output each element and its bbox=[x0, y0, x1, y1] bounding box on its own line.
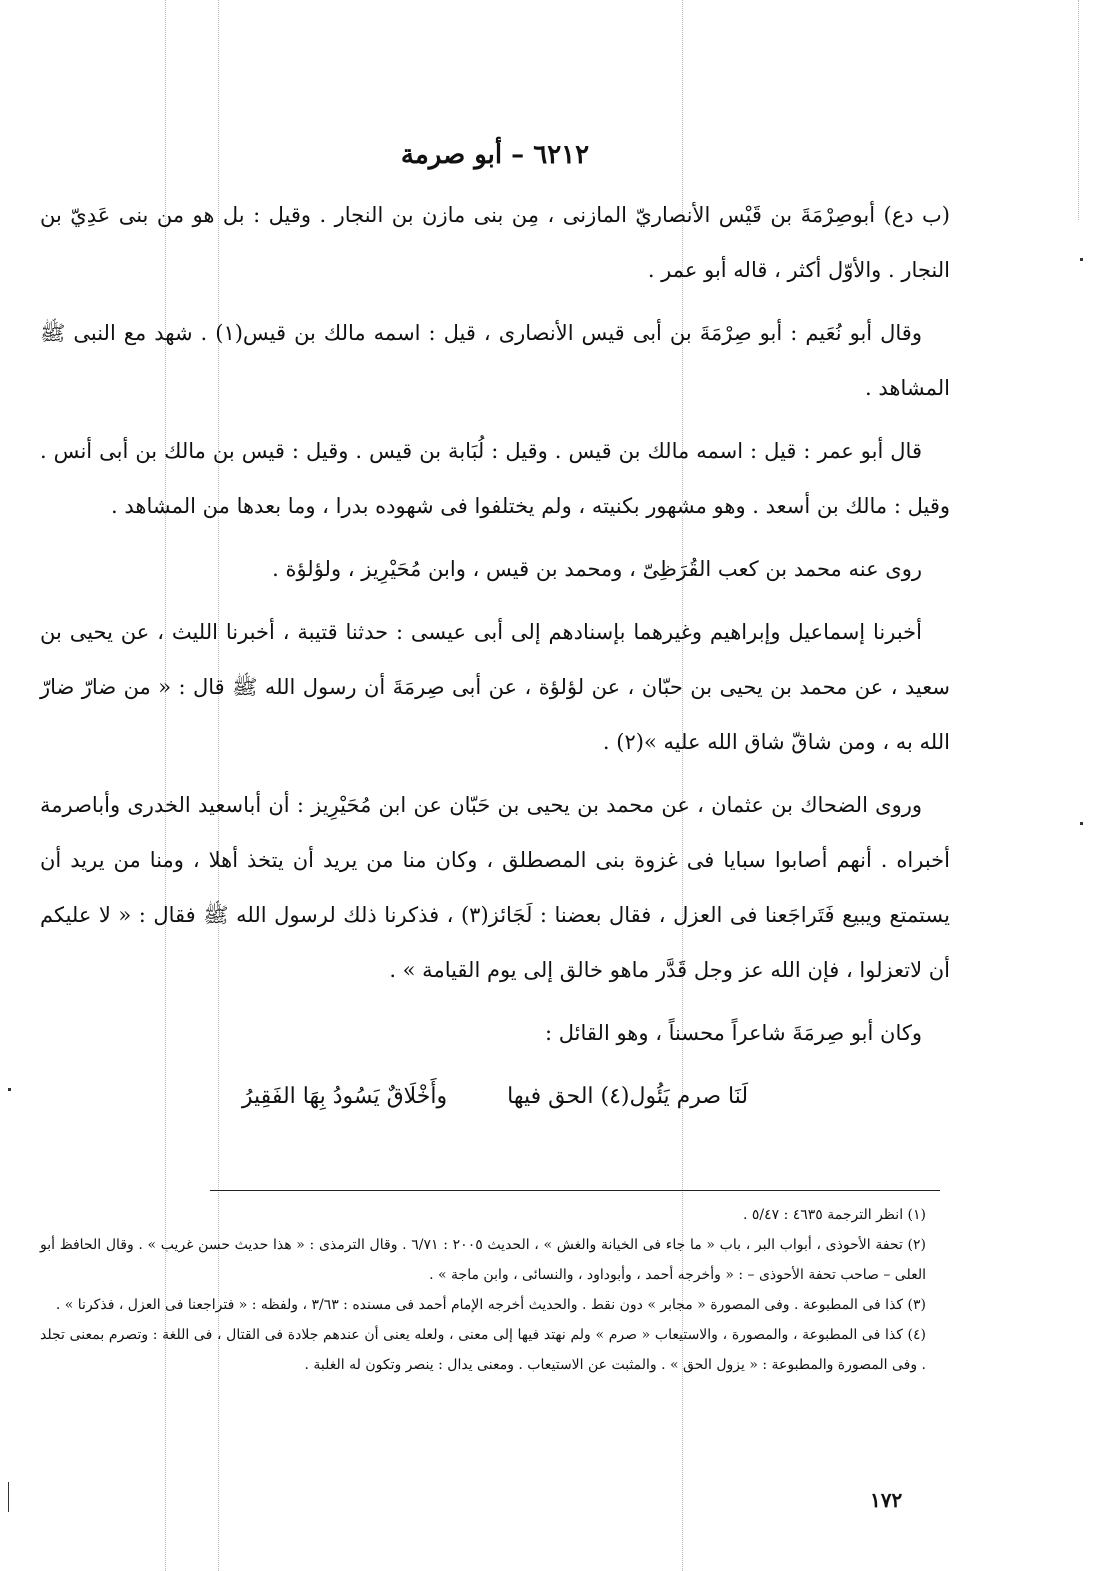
footnote: (٣) كذا فى المطبوعة . وفى المصورة « مجابر » دون نقط . والحديث أخرجه الإمام أحمد فى مسنده : ٣/٦٣ ، ولفظه : « فتراجعنا فى العزل ، فذكرنا » . bbox=[55, 1297, 926, 1313]
footnote-divider bbox=[210, 1190, 940, 1191]
entry-paragraph: أخبرنا إسماعيل وإبراهيم وغيرهما بإسنادهم إلى أبى عيسى : حدثنا قتيبة ، أخبرنا الليث ، عن يحيى بن سعيد ، عن محمد بن يحيى بن حبّان ، عن لؤلؤة ، عن أبى صِرمَةَ أن رسول الله ﷺ قال : « من ضارّ ضارّ الله به ، ومن شاقّ شاق الله عليه »(٢) . bbox=[40, 620, 950, 754]
scan-artifact-line bbox=[1078, 0, 1079, 220]
scan-artifact-dot bbox=[8, 1088, 11, 1091]
scan-artifact-dot bbox=[1080, 822, 1083, 825]
entry-paragraph: وكان أبو صِرمَةَ شاعراً محسناً ، وهو القائل : bbox=[545, 1021, 922, 1045]
scan-artifact-dot bbox=[8, 1482, 9, 1512]
verse-second-hemistich: وأَخْلَاقٌ يَسُودُ بِهَا الفَقِيرُ bbox=[241, 1084, 448, 1109]
scan-artifact-dot bbox=[1080, 258, 1083, 261]
footnotes bbox=[40, 1200, 950, 1380]
verse-first-hemistich: لَنَا صرم يَئُول(٤) الحق فيها bbox=[507, 1084, 749, 1109]
entry-body bbox=[40, 140, 950, 1125]
poem-verse bbox=[40, 1069, 950, 1125]
entry-title: ٦٢١٢ – أبو صرمة bbox=[400, 140, 590, 170]
page-number: ١٧٢ bbox=[870, 1488, 903, 1512]
footnote: (١) انظر الترجمة ٤٦٣٥ : ٥/٤٧ . bbox=[742, 1207, 926, 1223]
entry-paragraph: روى عنه محمد بن كعب القُرَظِىّ ، ومحمد بن قيس ، وابن مُحَيْرِيز ، ولؤلؤة . bbox=[272, 557, 922, 581]
entry-paragraph: قال أبو عمر : قيل : اسمه مالك بن قيس . وقيل : لُبَابة بن قيس . وقيل : قيس بن مالك بن أبى أنس . وقيل : مالك بن أسعد . وهو مشهور بكنيته ، ولم يختلفوا فى شهوده بدرا ، وما بعدها من المشاهد . bbox=[40, 439, 950, 518]
footnote: (٢) تحفة الأحوذى ، أبواب البر ، باب « ما جاء فى الخيانة والغش » ، الحديث ٢٠٠٥ : ٦/٧١ . وقال الترمذى : « هذا حديث حسن غريب » . وقال الحافظ أبو العلى – صاحب تحفة الأحوذى – : « وأخرجه أحمد ، وأبوداود ، والنسائى ، وابن ماجة » . bbox=[40, 1237, 926, 1283]
entry-paragraph: وروى الضحاك بن عثمان ، عن محمد بن يحيى بن حَبّان عن ابن مُحَيْرِيز : أن أباسعيد الخدرى وأباصرمة أخبراه . أنهم أصابوا سبايا فى غزوة بنى المصطلق ، وكان منا من يريد أن يتخذ أهلا ، ومنا من يريد أن يستمتع ويبيع فَتَراجَعنا فى العزل ، فقال بعضنا : لَجَائز(٣) ، فذكرنا ذلك لرسول الله ﷺ فقال : « لا عليكم أن لاتعزلوا ، فإن الله عز وجل قَدَّر ماهو خالق إلى يوم القيامة » . bbox=[40, 793, 950, 982]
entry-paragraph: (ب دع) أبوصِرْمَةَ بن قَيْس الأنصاريّ المازنى ، مِن بنى مازن بن النجار . وقيل : بل هو من بنى عَدِيّ بن النجار . والأوّل أكثر ، قاله أبو عمر . bbox=[40, 203, 950, 282]
entry-paragraph: وقال أبو نُعَيم : أبو صِرْمَةَ بن أبى قيس الأنصارى ، قيل : اسمه مالك بن قيس(١) . شهد مع النبى ﷺ المشاهد . bbox=[40, 321, 950, 400]
footnote: (٤) كذا فى المطبوعة ، والمصورة ، والاستيعاب « صرم » ولم نهتد فيها إلى معنى ، ولعله يعنى أن عندهم جلادة فى القتال ، فى اللغة : وتصرم بمعنى تجلد . وفى المصورة والمطبوعة : « يزول الحق » . والمثبت عن الاستيعاب . ومعنى يدال : ينصر وتكون له الغلبة . bbox=[40, 1327, 926, 1373]
